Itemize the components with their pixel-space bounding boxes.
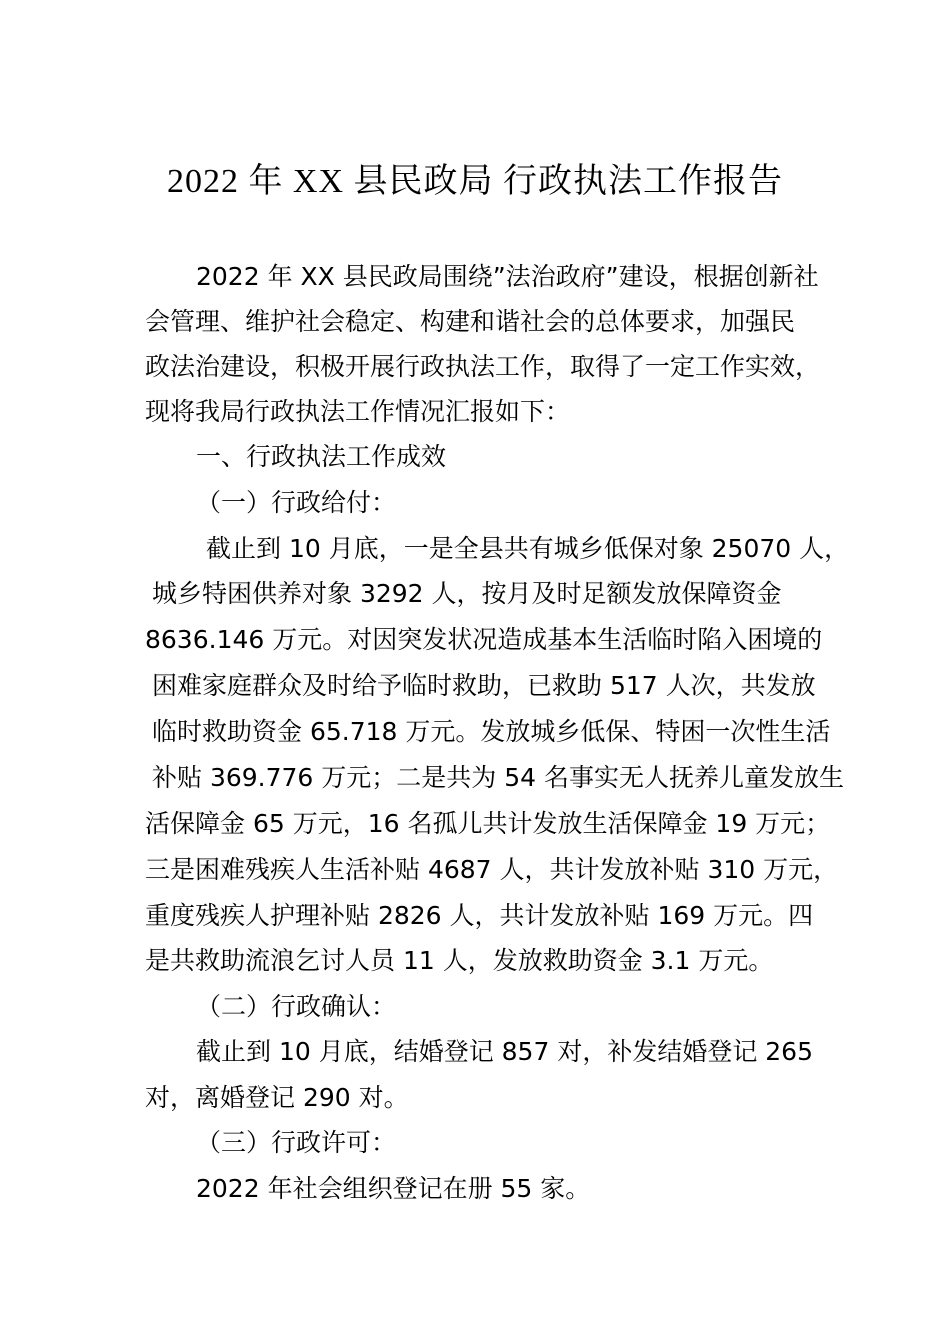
license-paragraph-line-1: 2022 年社会组织登记在册 55 家。 <box>196 1174 591 1203</box>
confirmation-paragraph-line-2: 对，离婚登记 290 对。 <box>145 1083 409 1112</box>
document-title: 2022 年 XX 县民政局 行政执法工作报告 <box>166 163 784 200</box>
payment-paragraph-line-9: 重度残疾人护理补贴 2826 人，共计发放补贴 169 万元。四 <box>145 901 814 930</box>
payment-paragraph-line-1: 截止到 10 月底，一是全县共有城乡低保对象 25070 人， <box>206 534 850 563</box>
subsection-heading-administrative-payment: （一）行政给付： <box>196 488 397 517</box>
confirmation-paragraph-line-1: 截止到 10 月底，结婚登记 857 对，补发结婚登记 265 <box>196 1037 813 1066</box>
payment-paragraph-line-7: 活保障金 65 万元，16 名孤儿共计发放生活保障金 19 万元； <box>145 809 831 838</box>
subsection-heading-administrative-confirmation: （二）行政确认： <box>196 992 397 1021</box>
payment-paragraph-line-8: 三是困难残疾人生活补贴 4687 人，共计发放补贴 310 万元， <box>145 855 839 884</box>
intro-paragraph-line-1: 2022 年 XX 县民政局围绕”法治政府”建设，根据创新社 <box>196 262 819 291</box>
intro-paragraph-line-4: 现将我局行政执法工作情况汇报如下： <box>145 397 571 426</box>
payment-paragraph-line-2: 城乡特困供养对象 3292 人，按月及时足额发放保障资金 <box>152 579 782 608</box>
subsection-heading-administrative-license: （三）行政许可： <box>196 1128 397 1157</box>
payment-paragraph-line-5: 临时救助资金 65.718 万元。发放城乡低保、特困一次性生活 <box>152 717 831 746</box>
payment-paragraph-line-3: 8636.146 万元。对因突发状况造成基本生活临时陷入困境的 <box>145 625 823 654</box>
intro-paragraph-line-3: 政法治建设，积极开展行政执法工作，取得了一定工作实效， <box>145 352 821 381</box>
payment-paragraph-line-10: 是共救助流浪乞讨人员 11 人，发放救助资金 3.1 万元。 <box>145 946 774 975</box>
payment-paragraph-line-6: 补贴 369.776 万元；二是共为 54 名事实无人抚养儿童发放生 <box>152 763 844 792</box>
payment-paragraph-line-4: 困难家庭群众及时给予临时救助，已救助 517 人次，共发放 <box>152 671 816 700</box>
section-heading-1: 一、行政执法工作成效 <box>196 442 447 471</box>
intro-paragraph-line-2: 会管理、维护社会稳定、构建和谐社会的总体要求，加强民 <box>145 307 796 336</box>
